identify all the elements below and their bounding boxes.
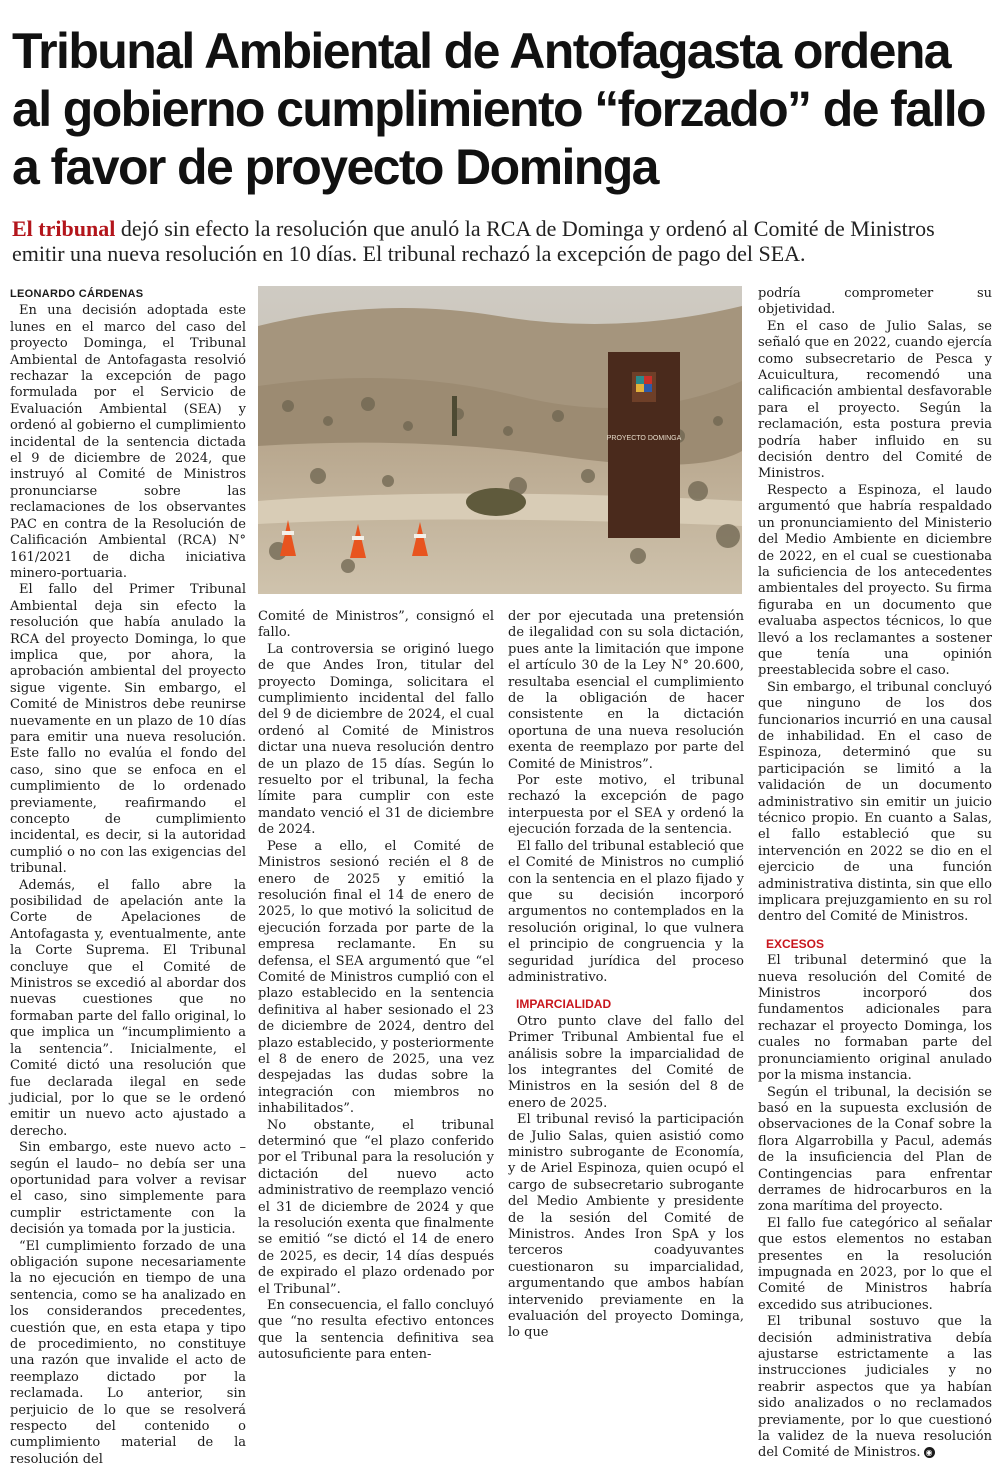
paragraph: En el caso de Julio Salas, se señaló que en 2022, cuando ejercía como subsecretario de Pesca y Acuicultura, recomendó una calificación ambiental desfavorable para el proyecto. Según la reclamación, esta postura previa podría haber influido en su decisión dentro del Comité de Ministros. [758, 318, 992, 482]
paragraph: podría comprometer su objetividad. [758, 286, 992, 318]
column-2 [258, 609, 494, 1364]
paragraph: El fallo del Primer Tribunal Ambiental deja sin efecto la resolución que había anulado la RCA del proyecto Dominga, lo que implica que, por ahora, la aprobación ambiental del proyecto sigue vigente. Sin embargo, el Comité de Ministros debe reunirse nuevamente en un plazo de 10 días para emitir una nueva resolución. Este fallo no evalúa el fondo del caso, sino que se enfoca en el cumplimiento de lo ordenado previamente, reafirmando el concepto de cumplimiento incidental, es decir, si la autoridad cumplió o no con las exigencias del tribunal. [10, 582, 246, 877]
paragraph: Sin embargo, el tribunal concluyó que ninguno de los dos funcionarios incurrió en una causal de inhabilidad. En el caso de Espinoza, determinó que su participación se limitó a la validación de un documento administrativo sin emitir un juicio técnico propio. En cuanto a Salas, el fallo estableció que su intervención en 2022 se dio en el ejercicio de una función administrativa distinta, sin que ello implicara prejuzgamiento en su rol dentro del Comité de Ministros. [758, 679, 992, 925]
headline: Tribunal Ambiental de Antofagasta ordena al gobierno cumplimiento “forzado” de fallo a favor de proyecto Dominga [12, 23, 985, 195]
photo-bush [466, 488, 526, 516]
subhead-excesos: EXCESOS [766, 936, 825, 951]
column-4 [758, 286, 992, 1462]
paragraph: El fallo del tribunal estableció que el Comité de Ministros no cumplió con la sentencia en el plazo fijado y que su decisión incorporó argumentos no contemplados en la resolución original, lo que vulnera el principio de congruencia y la seguridad jurídica del proceso administrativo. [508, 838, 744, 985]
deck [12, 216, 992, 266]
photo-cactus [452, 396, 457, 436]
paragraph: Comité de Ministros”, consignó el fallo. [258, 609, 494, 641]
column-3 [508, 609, 744, 1342]
deck-lead: El tribunal [12, 216, 116, 241]
paragraph: En una decisión adoptada este lunes en el marco del caso del proyecto Dominga, el Tribunal Ambiental de Antofagasta resolvió rechazar la excepción de pago formulada por el Servicio de Evaluación Ambiental (SEA) y ordenó al gobierno el cumplimiento incidental de la sentencia dictada el 9 de diciembre de 2024, que instruyó al Comité de Ministros pronunciarse sobre las reclamaciones de los observantes PAC en contra de la Resolución de Calificación Ambiental (RCA) N° 161/2021 de dicha iniciativa minero-portuaria. [10, 303, 246, 581]
paragraph-last [758, 1314, 992, 1462]
paragraph: El tribunal revisó la participación de Julio Salas, quien asistió como ministro subrogante de Economía, y de Ariel Espinoza, quien ocupó el cargo de subsecretario subrogante del Medio Ambiente y presidente de la sesión del Comité de Ministros. Andes Iron SpA y los terceros coadyuvantes cuestionaron su imparcialidad, argumentando que ambos habían intervenido previamente en la evaluación del proyecto Dominga, lo que [508, 1112, 744, 1341]
paragraph: El tribunal determinó que la nueva resolución del Comité de Ministros incorporó dos fundamentos adicionales para rechazar el proyecto Dominga, los cuales no formaban parte del pronunciamiento original anulado por la misma instancia. [758, 953, 992, 1084]
paragraph: La controversia se originó luego de que Andes Iron, titular del proyecto Dominga, solicitara el cumplimiento incidental del fallo del 9 de diciembre de 2024, el cual ordenó al Comité de Ministros dictar una nueva resolución dentro de un plazo de 15 días. Según lo resuelto por el tribunal, la fecha límite para cumplir con este mandato venció el 31 de diciembre de 2024. [258, 641, 494, 838]
photo-illustration [258, 286, 742, 594]
deck-text: dejó sin efecto la resolución que anuló la RCA de Dominga y ordenó al Comité de Ministros emitir una nueva resolución en 10 días. El tribunal rechazó la excepción de pago del SEA. [12, 216, 935, 266]
article-photo [258, 286, 742, 594]
paragraph: Por este motivo, el tribunal rechazó la excepción de pago interpuesta por el SEA y ordenó la ejecución forzada de la sentencia. [508, 773, 744, 838]
paragraph: En consecuencia, el fallo concluyó que “no resulta efectivo entonces que la sentencia definitiva sea autosuficiente para enten- [258, 1298, 494, 1363]
paragraph: der por ejecutada una pretensión de ilegalidad con su sola dictación, pues ante la limitación que impone el artículo 30 de la Ley N° 20.600, resultaba esencial el cumplimiento de la obligación de hacer consistente en la dictación oportuna de una nueva resolución exenta de reemplazo por parte del Comité de Ministros”. [508, 609, 744, 772]
byline: LEONARDO CÁRDENAS [10, 288, 144, 300]
end-mark-icon: ◉ [924, 1447, 935, 1458]
paragraph: Según el tribunal, la decisión se basó en la supuesta exclusión de observaciones de la Conaf sobre la flora Algarrobilla y Pacul, además de la insuficiencia del Plan de Contingencias para enfrentar derrames de hidrocarburos en la zona marítima del proyecto. [758, 1084, 992, 1215]
paragraph: El fallo fue categórico al señalar que estos elementos no estaban presentes en la resolución impugnada en 2023, por lo que el Comité de Ministros habría excedido sus atribuciones. [758, 1215, 992, 1313]
paragraph: Sin embargo, este nuevo acto –según el laudo– no debía ser una oportunidad para volver a revisar el caso, sino simplemente para cumplir estrictamente con la decisión ya tomada por la justicia. [10, 1140, 246, 1238]
paragraph: Pese a ello, el Comité de Ministros sesionó recién el 8 de enero de 2025 y emitió la resolución final el 14 de enero de 2025, lo que motivó la solicitud de ejecución forzada por parte de la empresa reclamante. En su defensa, el SEA argumentó que “el Comité de Ministros cumplió con el plazo establecido en la sentencia definitiva al haber sesionado el 23 de diciembre de 2024, dentro del plazo establecido, y posteriormente el 8 de enero de 2025, una vez despejadas las dudas sobre la integración con miembros no inhabilitados”. [258, 838, 494, 1117]
paragraph-text: El tribunal sostuvo que la decisión administrativa debía ajustarse estrictamente a las instrucciones judiciales y no reabrir aspectos que ya habían sido analizados o no reclamados previamente, por lo que cuestionó la validez de la nueva resolución del Comité de Ministros. [758, 1314, 992, 1461]
paragraph: “El cumplimiento forzado de una obligación supone necesariamente la no ejecución en tiempo de una sentencia, como se ha analizado en los considerandos precedentes, cuestión que, en esta etapa y tipo de procedimiento, no constituye una razón que invalide el acto de reemplazo dictado por la reclamada. Lo anterior, sin perjuicio de lo que se resolverá respecto del contenido o cumplimiento material de la resolución del [10, 1238, 246, 1467]
paragraph: No obstante, el tribunal determinó que “el plazo conferido por el Tribunal para la resolución y dictación del nuevo acto administrativo de reemplazo venció el 31 de diciembre de 2024 y que la resolución exenta que finalmente se emitió “se dictó el 14 de enero de 2025, es decir, 14 días después de expirado el plazo ordenado por el Tribunal”. [258, 1117, 494, 1297]
paragraph: Además, el fallo abre la posibilidad de apelación ante la Corte de Apelaciones de Antofagasta y, eventualmente, ante la Corte Suprema. El Tribunal concluye que el Comité de Ministros se excedió al abordar dos nuevas cuestiones que no formaban parte del fallo original, lo que implica un “incumplimiento a la sentencia”. Inicialmente, el Comité dictó una resolución que fue declarada ilegal en sede judicial, por lo que se le ordenó emitir un nuevo acto ajustado a derecho. [10, 877, 246, 1139]
photo-sign-text: PROYECTO DOMINGA [606, 435, 682, 442]
paragraph: Respecto a Espinoza, el laudo argumentó que habría respaldado un pronunciamiento del Ministerio del Medio Ambiente en diciembre de 2022, en el cual se cuestionaba la suficiencia de los antecedentes ambientales del proyecto. Su firma figuraba en un documento que evaluaba aspectos técnicos, lo que llevó a los reclamantes a sostener que tenía una opinión preestablecida sobre el caso. [758, 482, 992, 679]
column-1 [10, 286, 246, 1468]
subhead-imparcialidad: IMPARCIALIDAD [516, 997, 612, 1012]
paragraph: Otro punto clave del fallo del Primer Tribunal Ambiental fue el análisis sobre la imparcialidad de los integrantes del Comité de Ministros en la sesión del 8 de enero de 2025. [508, 1013, 744, 1111]
